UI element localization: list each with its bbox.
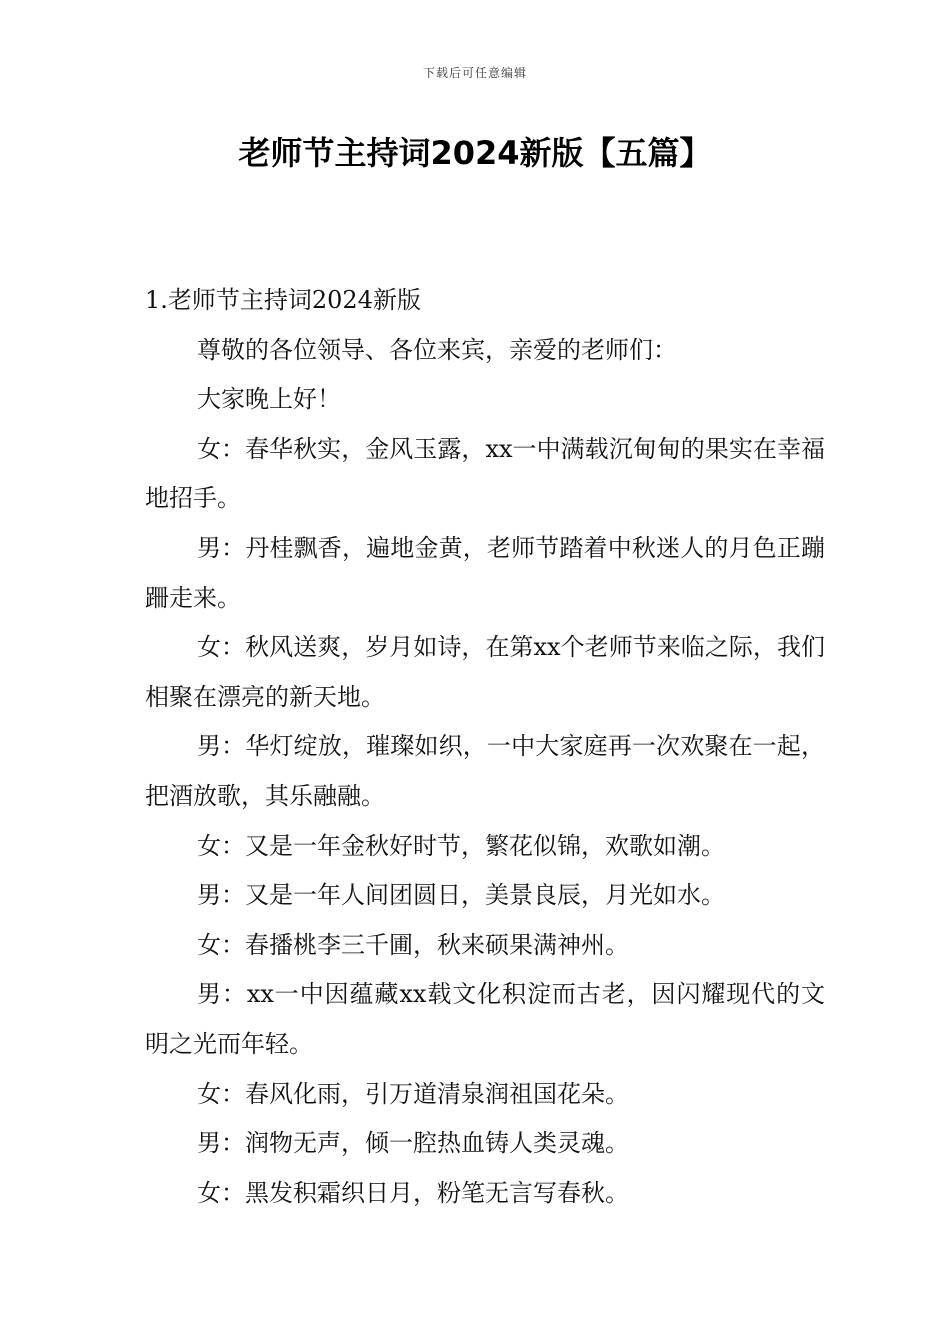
section-heading: 1.老师节主持词2024新版: [145, 286, 421, 314]
paragraph-dialogue: 男：又是一年人间团圆日，美景良辰，月光如水。: [197, 881, 725, 910]
paragraph-dialogue: 男：润物无声，倾一腔热血铸人类灵魂。: [197, 1129, 629, 1158]
document-body: [145, 276, 825, 1218]
paragraph-dialogue: 女：黑发积霜织日月，粉笔无言写春秋。: [197, 1178, 629, 1207]
header-note: 下载后可任意编辑: [422, 66, 527, 80]
paragraph-greeting-evening: 大家晚上好！: [197, 385, 341, 414]
paragraph-greeting-audience: 尊敬的各位领导、各位来宾，亲爱的老师们：: [197, 335, 677, 364]
paragraph-dialogue: 女：春风化雨，引万道清泉润祖国花朵。: [197, 1079, 629, 1108]
paragraph-dialogue: 男：xx一中因蕴藏xx载文化积淀而古老，因闪耀现代的文明之光而年轻。: [145, 980, 825, 1058]
paragraph-dialogue: 女：春华秋实，金风玉露，xx一中满载沉甸甸的果实在幸福地招手。: [145, 434, 825, 513]
paragraph-dialogue: 女：春播桃李三千圃，秋来硕果满神州。: [197, 930, 629, 959]
paragraph-dialogue: 男：华灯绽放，璀璨如织，一中大家庭再一次欢聚在一起，把酒放歌，其乐融融。: [145, 732, 825, 810]
paragraph-dialogue: 男：丹桂飘香，遍地金黄，老师节踏着中秋迷人的月色正蹦跚走来。: [145, 533, 825, 612]
paragraph-dialogue: 女：秋风送爽，岁月如诗，在第xx个老师节来临之际，我们相聚在漂亮的新天地。: [145, 633, 825, 711]
paragraph-dialogue: 女：又是一年金秋好时节，繁花似锦，欢歌如潮。: [197, 831, 725, 860]
document-title: 老师节主持词2024新版【五篇】: [238, 134, 712, 172]
